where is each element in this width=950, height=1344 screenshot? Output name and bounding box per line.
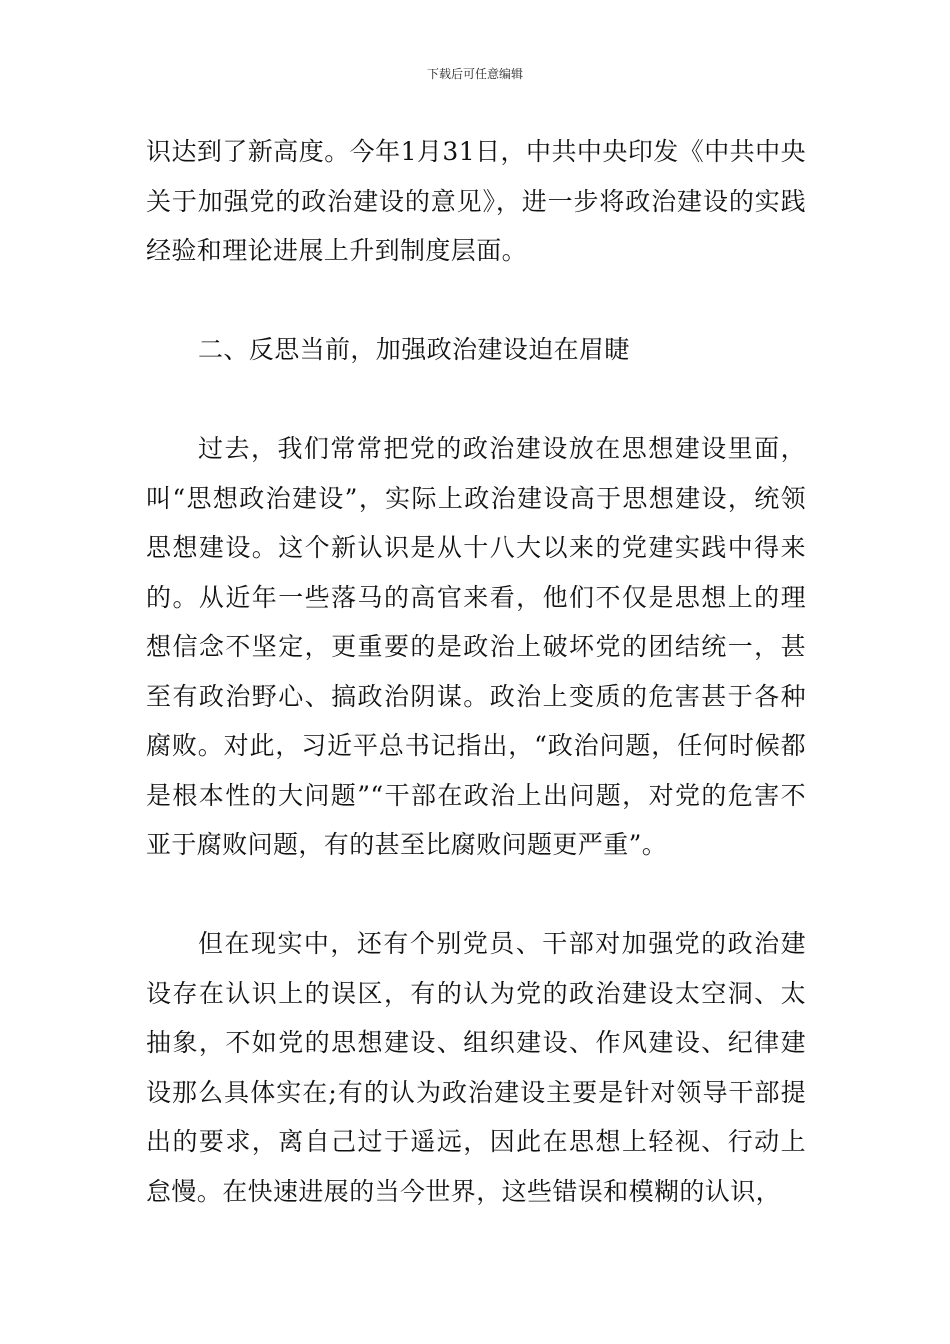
page-header: 下载后可任意编辑 (426, 67, 523, 81)
document-body (146, 127, 806, 1216)
paragraph-gap (146, 276, 806, 326)
paragraph: 过去，我们常常把党的政治建设放在思想建设里面，叫“思想政治建设”，实际上政治建设高于思想建设，统领思想建设。这个新认识是从十八大以来的党建实践中得来的。从近年一些落马的高官来看，他们不仅是思想上的理想信念不坚定，更重要的是政治上破坏党的团结统一，甚至有政治野心、搞政治阴谋。政治上变质的危害甚于各种腐败。对此，习近平总书记指出，“政治问题，任何时候都是根本性的大问题”“干部在政治上出问题，对党的危害不亚于腐败问题，有的甚至比腐败问题更严重”。 (146, 434, 806, 859)
paragraph-gap (146, 375, 806, 425)
section-heading: 二、反思当前，加强政治建设迫在眉睫 (198, 335, 630, 364)
paragraph-continuation: 识达到了新高度。今年1月31日，中共中央印发《中共中央关于加强党的政治建设的意见》，进一步将政治建设的实践经验和理论进展上升到制度层面。 (146, 137, 806, 265)
paragraph: 但在现实中，还有个别党员、干部对加强党的政治建设存在认识上的误区，有的认为党的政治建设太空洞、太抽象，不如党的思想建设、组织建设、作风建设、纪律建设那么具体实在;有的认为政治建设主要是针对领导干部提出的要求，离自己过于遥远，因此在思想上轻视、行动上怠慢。在快速进展的当今世界，这些错误和模糊的认识， (146, 929, 806, 1206)
paragraph-gap (146, 870, 806, 920)
